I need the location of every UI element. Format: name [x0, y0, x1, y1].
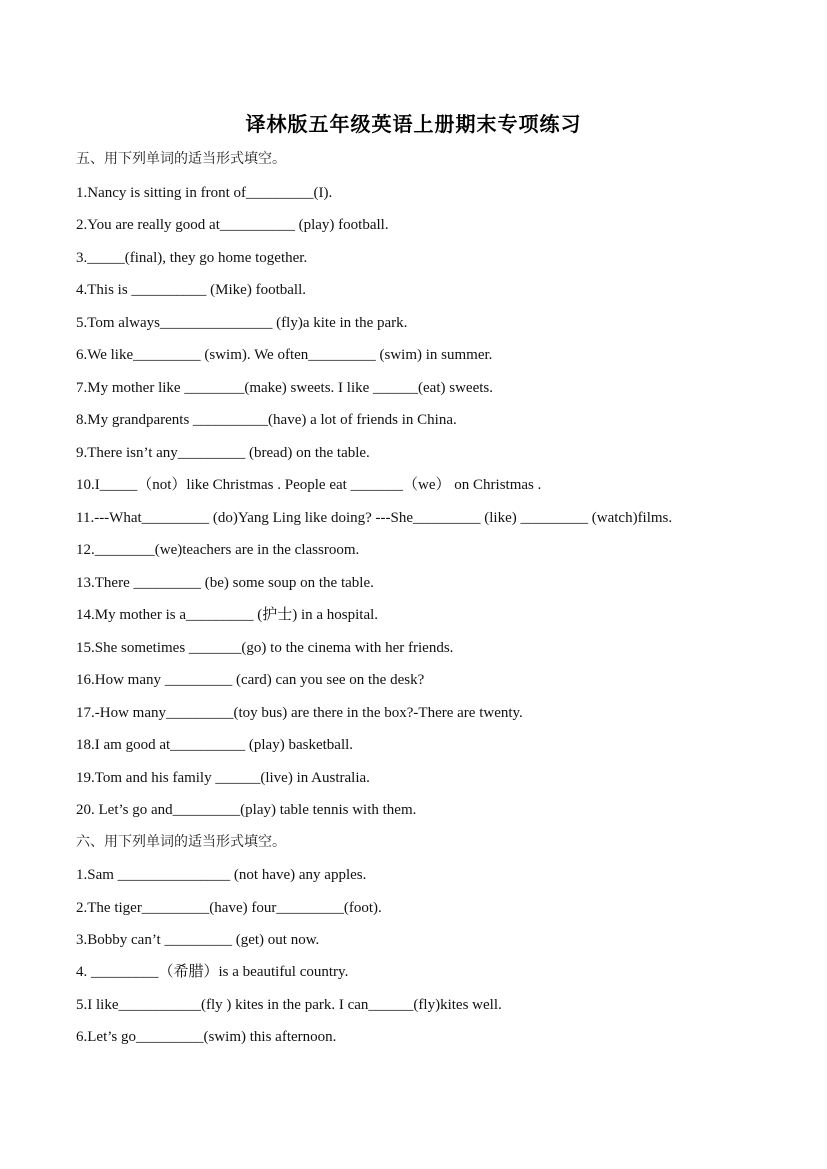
section-6-item-4: 4. _________（希腊）is a beautiful country.: [76, 964, 349, 980]
section-6-heading: 六、用下列单词的适当形式填空。: [76, 834, 286, 850]
section-5-item-1: 1.Nancy is sitting in front of_________(I).: [76, 185, 333, 201]
section-5-item-2: 2.You are really good at__________ (play) football.: [76, 217, 389, 233]
section-6-item-6: 6.Let’s go_________(swim) this afternoon.: [76, 1029, 337, 1045]
section-6-item-2: 2.The tiger_________(have) four_________(foot).: [76, 900, 382, 916]
section-5-item-20: 20. Let’s go and_________(play) table tennis with them.: [76, 802, 417, 818]
section-5-item-9: 9.There isn’t any_________ (bread) on the table.: [76, 445, 370, 461]
section-5-item-3: 3._____(final), they go home together.: [76, 250, 308, 266]
section-5-item-6: 6.We like_________ (swim). We often_________ (swim) in summer.: [76, 347, 493, 363]
section-5-item-10: 10.I_____（not）like Christmas . People eat _______（we） on Christmas .: [76, 477, 542, 493]
section-5-item-12: 12.________(we)teachers are in the classroom.: [76, 542, 360, 558]
section-5-item-5: 5.Tom always_______________ (fly)a kite in the park.: [76, 315, 408, 331]
section-5-heading: 五、用下列单词的适当形式填空。: [76, 151, 286, 167]
section-5-item-7: 7.My mother like ________(make) sweets. I like ______(eat) sweets.: [76, 380, 493, 396]
section-5-item-15: 15.She sometimes _______(go) to the cinema with her friends.: [76, 640, 454, 656]
section-5-item-16: 16.How many _________ (card) can you see on the desk?: [76, 672, 425, 688]
section-6-item-5: 5.I like___________(fly ) kites in the park. I can______(fly)kites well.: [76, 997, 502, 1013]
section-6-item-1: 1.Sam _______________ (not have) any apples.: [76, 867, 367, 883]
section-5-item-8: 8.My grandparents __________(have) a lot of friends in China.: [76, 412, 457, 428]
section-5-item-13: 13.There _________ (be) some soup on the table.: [76, 575, 374, 591]
page-title: 译林版五年级英语上册期末专项练习: [245, 112, 582, 136]
section-5-item-11: 11.---What_________ (do)Yang Ling like doing? ---She_________ (like) _________ (watch)films.: [76, 510, 673, 526]
section-6-item-3: 3.Bobby can’t _________ (get) out now.: [76, 932, 320, 948]
section-5-item-18: 18.I am good at__________ (play) basketball.: [76, 737, 354, 753]
section-5-item-19: 19.Tom and his family ______(live) in Australia.: [76, 770, 370, 786]
section-5-item-14: 14.My mother is a_________ (护士) in a hospital.: [76, 607, 379, 623]
section-5-item-17: 17.-How many_________(toy bus) are there in the box?-There are twenty.: [76, 705, 523, 721]
section-5-item-4: 4.This is __________ (Mike) football.: [76, 282, 306, 298]
